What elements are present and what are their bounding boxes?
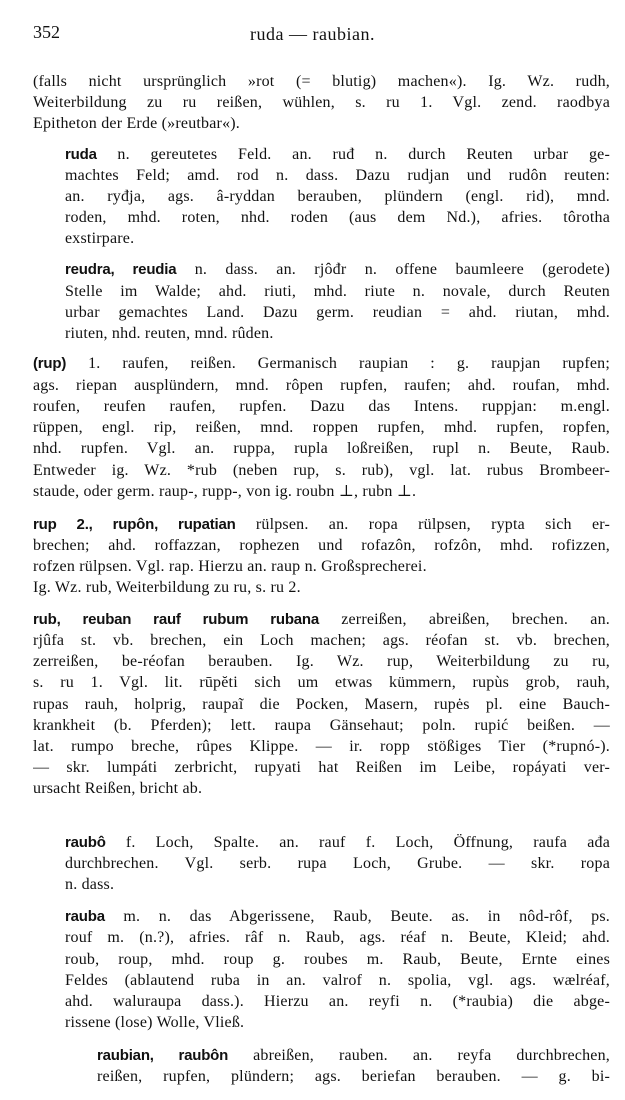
text-line: rouf m. (n.?), afries. râf n. Raub, ags. réaf n. Beute, Kleid; ahd. [65,929,610,946]
text-line: roub, roup, mhd. roup g. roubes m. Raub, Beute, Ernte eines [65,951,610,968]
text-line [65,145,610,165]
headword: reudra, reudia [65,261,177,278]
text-line: Feldes (ablautend ruba in an. valrof n. spolia, vgl. ags. wælréaf, [65,972,610,989]
text-line [33,354,610,374]
text-line: (falls nicht ursprünglich »rot (= blutig) machen«). Ig. Wz. rudh, [33,73,610,90]
headword: rub, reuban rauf rubum rubana [33,611,320,628]
text-line: riuten, nhd. reuten, mnd. rûden. [65,325,274,342]
headword: raubô [65,834,106,851]
text-line: durchbrechen. Vgl. serb. rupa Loch, Grube. — skr. ropa [65,855,610,872]
line-text: f. Loch, Spalte. an. rauf f. Loch, Öffnung, raufa ađa [125,834,610,851]
line-text: 1. raufen, reißen. Germanisch raupian : g. raupjan rupfen; [88,355,610,372]
text-line: staude, oder germ. raup-, rupp-, von ig. roubn ⊥, rubn ⊥. [33,483,417,500]
headword: raubian, raubôn [97,1047,229,1064]
text-line: Ig. Wz. rub, Weiterbildung zu ru, s. ru 2. [33,579,301,596]
text-line: urbar gemachtes Land. Dazu germ. reudian = ahd. riutan, mhd. [65,304,610,321]
text-line [65,833,610,853]
text-line: brechen; ahd. roffazzan, rophezen und rofazôn, rofzôn, mhd. rofizzen, [33,537,610,554]
text-line: s. ru 1. Vgl. lit. rūpĕti sich um etwas kümmern, rupùs grob, rauh, [33,674,610,691]
text-line: machtes Feld; amd. rod n. dass. Dazu rudjan und rudôn reuten: [65,167,610,184]
text-line: n. dass. [65,876,115,893]
text-line: lat. rumpo breche, rûpes Klippe. — ir. ropp stößiges Tier (*rupnó-). [33,738,610,755]
text-line: roden, mhd. roten, nhd. roden (aus dem Nd.), afries. tôrotha [65,209,610,226]
text-line: nhd. rupfen. Vgl. an. ruppa, rupla loßreißen, rupl n. Beute, Raub. [33,440,610,457]
text-line: ursacht Reißen, bricht ab. [33,780,203,797]
text-line [33,610,610,630]
text-line: Epitheton der Erde (»reutbar«). [33,115,241,132]
text-line: krankheit (b. Pferden); lett. raupa Gänsehaut; poln. rupić beißen. — [33,717,610,734]
text-line: ahd. waluraupa dass.). Hierzu an. reyfi n. (*raubia) die abge- [65,993,610,1010]
text-line [97,1046,610,1066]
line-text: n. dass. an. rjôđr n. offene baumleere (gerodete) [194,261,610,278]
headword: ruda [65,146,97,163]
text-line: reißen, rupfen, plündern; ags. beriefan berauben. — g. bi- [97,1068,610,1085]
text-line: Stelle im Walde; ahd. riuti, mhd. riute n. novale, durch Reuten [65,283,610,300]
line-text: m. n. das Abgerissene, Raub, Beute. as. in nôd-rôf, ps. [123,908,610,925]
text-line: Weiterbildung zu ru reißen, wühlen, s. ru 1. Vgl. zend. raodbya [33,94,610,111]
text-line: zerreißen, be-réofan berauben. Ig. Wz. rup, Weiterbildung zu ru, [33,653,610,670]
running-title: ruda — raubian. [250,24,375,44]
line-text: abreißen, rauben. an. reyfa durchbrechen, [253,1047,610,1064]
text-line: — skr. lumpáti zerbricht, rupyati hat Reißen im Leibe, ropáyati ver- [33,759,610,776]
headword: (rup) [33,355,67,372]
text-line: rüppen, engl. rip, reißen, mnd. roppen rupfen, mhd. rupfen, ropfen, [33,419,610,436]
text-line: exstirpare. [65,230,135,247]
text-line: roufen, reufen raufen, rupfen. Dazu das Intens. ruppjan: m.engl. [33,398,610,415]
text-line: an. ryđja, ags. â-ryddan berauben, plündern (engl. rid), mnd. [65,188,610,205]
text-line [33,515,610,535]
headword: rup 2., rupôn, rupatian [33,516,236,533]
text-line: rofzen rülpsen. Vgl. rap. Hierzu an. raup n. Großsprecherei. [33,558,427,575]
line-text: rülpsen. an. ropa rülpsen, rypta sich er- [255,516,610,533]
text-line: ags. riepan ausplündern, mnd. rôpen rupfen, raufen; ahd. roufan, mhd. [33,377,610,394]
text-line: rissene (lose) Wolle, Vließ. [65,1014,245,1031]
text-line [65,260,610,280]
text-line: rjûfa st. vb. brechen, ein Loch machen; ags. réofan st. vb. brechen, [33,632,610,649]
text-line: Entweder ig. Wz. *rub (neben rup, s. rub), vgl. lat. rubus Brombeer- [33,462,610,479]
line-text: zerreißen, abreißen, brechen. an. [341,611,610,628]
text-line: rupas rauh, holprig, raupaĩ die Pocken, Masern, rupės pl. eine Bauch- [33,696,610,713]
line-text: n. gereutetes Feld. an. ruđ n. durch Reuten urbar ge- [117,146,610,163]
page-number: 352 [33,22,60,42]
text-line [65,907,610,927]
headword: rauba [65,908,105,925]
